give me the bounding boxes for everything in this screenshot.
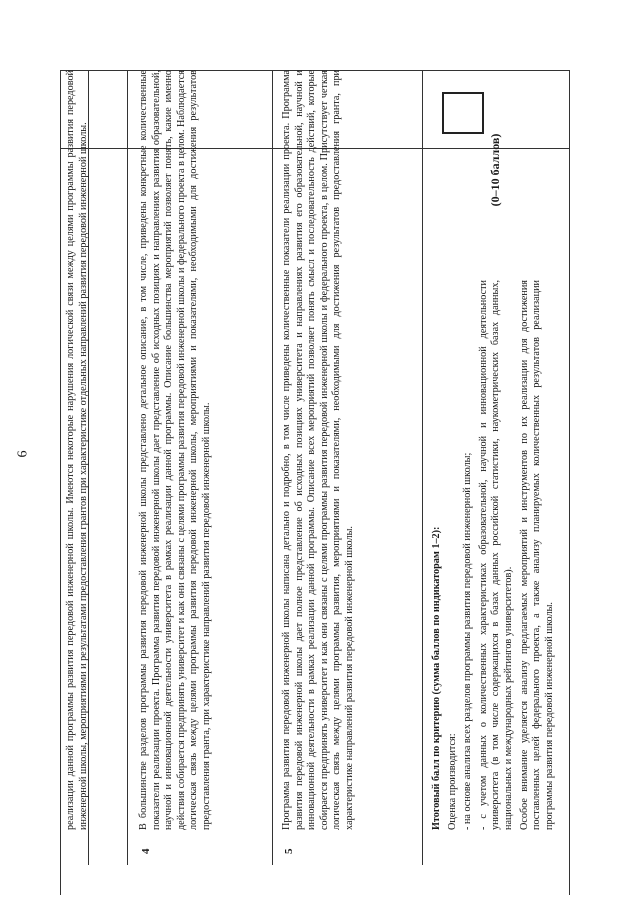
row-paragraph: реализации данной программы развития передовой инженерной школы. Имеются некоторые нарушения логической связи между целями программы развития передовой инженерной школы, мероприятиями и результатами предоставления грантов при характеристике отдельных направлений развития передовой инженерной школы. xyxy=(65,70,89,830)
row-number: 4 xyxy=(140,848,152,854)
row-text xyxy=(65,70,93,830)
summary-text xyxy=(431,280,559,830)
score-range-text: (0–10 баллов) xyxy=(488,133,502,207)
page-number: 6 xyxy=(15,450,31,458)
score-range-label xyxy=(488,90,528,250)
table-row xyxy=(65,70,127,860)
table-row xyxy=(138,70,278,860)
summary-line: - на основе анализа всех разделов программы развития передовой инженерной школы; xyxy=(462,452,474,830)
row-number: 5 xyxy=(283,848,295,854)
summary-title: Итоговый балл по критерию (сумма баллов по индикаторам 1–2): xyxy=(431,526,442,830)
row-text xyxy=(138,70,217,830)
summary-line: Особое внимание уделяется анализу предлагаемых мероприятий и инструментов по их реализации для достижения поставленных целей федерального проекта, а также анализу планируемых количественных результатов реализации программы развития передовой инженерной школы. xyxy=(518,280,555,830)
row-text xyxy=(281,70,360,830)
summary-line: Оценка производится: xyxy=(446,733,458,830)
table-row xyxy=(281,70,426,860)
row-paragraph: В большинстве разделов программы развития передовой инженерной школы представлено детальное описание, в том числе, приведены конкретные количественные показатели реализации проекта. Программа развития передовой инженерной школы дает представление об исходных позициях и направлениях развития образовательной, научной и инновационной деятельности университета в рамках реализации данной программы. Описание большинства мероприятий позволяет понять, какие именно действия собирается предпринять университет и как они связаны с целями программы развития передовой инженерной школы и федерального проекта в целом. Наблюдается логическая связь между целями программы развития передовой инженерной школы, мероприятиями и показателями, необходимыми для достижения результатов предоставления гранта, при характеристике направлений развития передовой инженерной школы. xyxy=(138,70,212,830)
row-paragraph: Программа развития передовой инженерной школы написана детально и подробно, в том числе приведены количественные показатели реализации проекта. Программа развития передовой инженерной школы дает полное представление об исходных позициях университета и направлениях развития его образовательной, научной и инновационной деятельности в рамках реализации данной программы. Описание всех мероприятий позволяет понять смысл и последовательность действий, которые собирается предпринять университет и как они связаны с целями программы развития передовой инженерной школы и федерального проекта, в целом. Присутствует четкая логическая связь между целями программы развития, мероприятиями и показателями, необходимыми для достижения результатов предоставления гранта, при характеристике направлений развития передовой инженерной школы. xyxy=(281,70,355,830)
summary-line: - с учетом данных о количественных характеристиках образовательной, научной и инновационной деятельности университета (в том числе содержащихся в базах данных российской статистики, наукометрических базах данных, национальных и международных рейтингов университетов). xyxy=(477,280,514,830)
score-input-box[interactable] xyxy=(442,92,484,134)
